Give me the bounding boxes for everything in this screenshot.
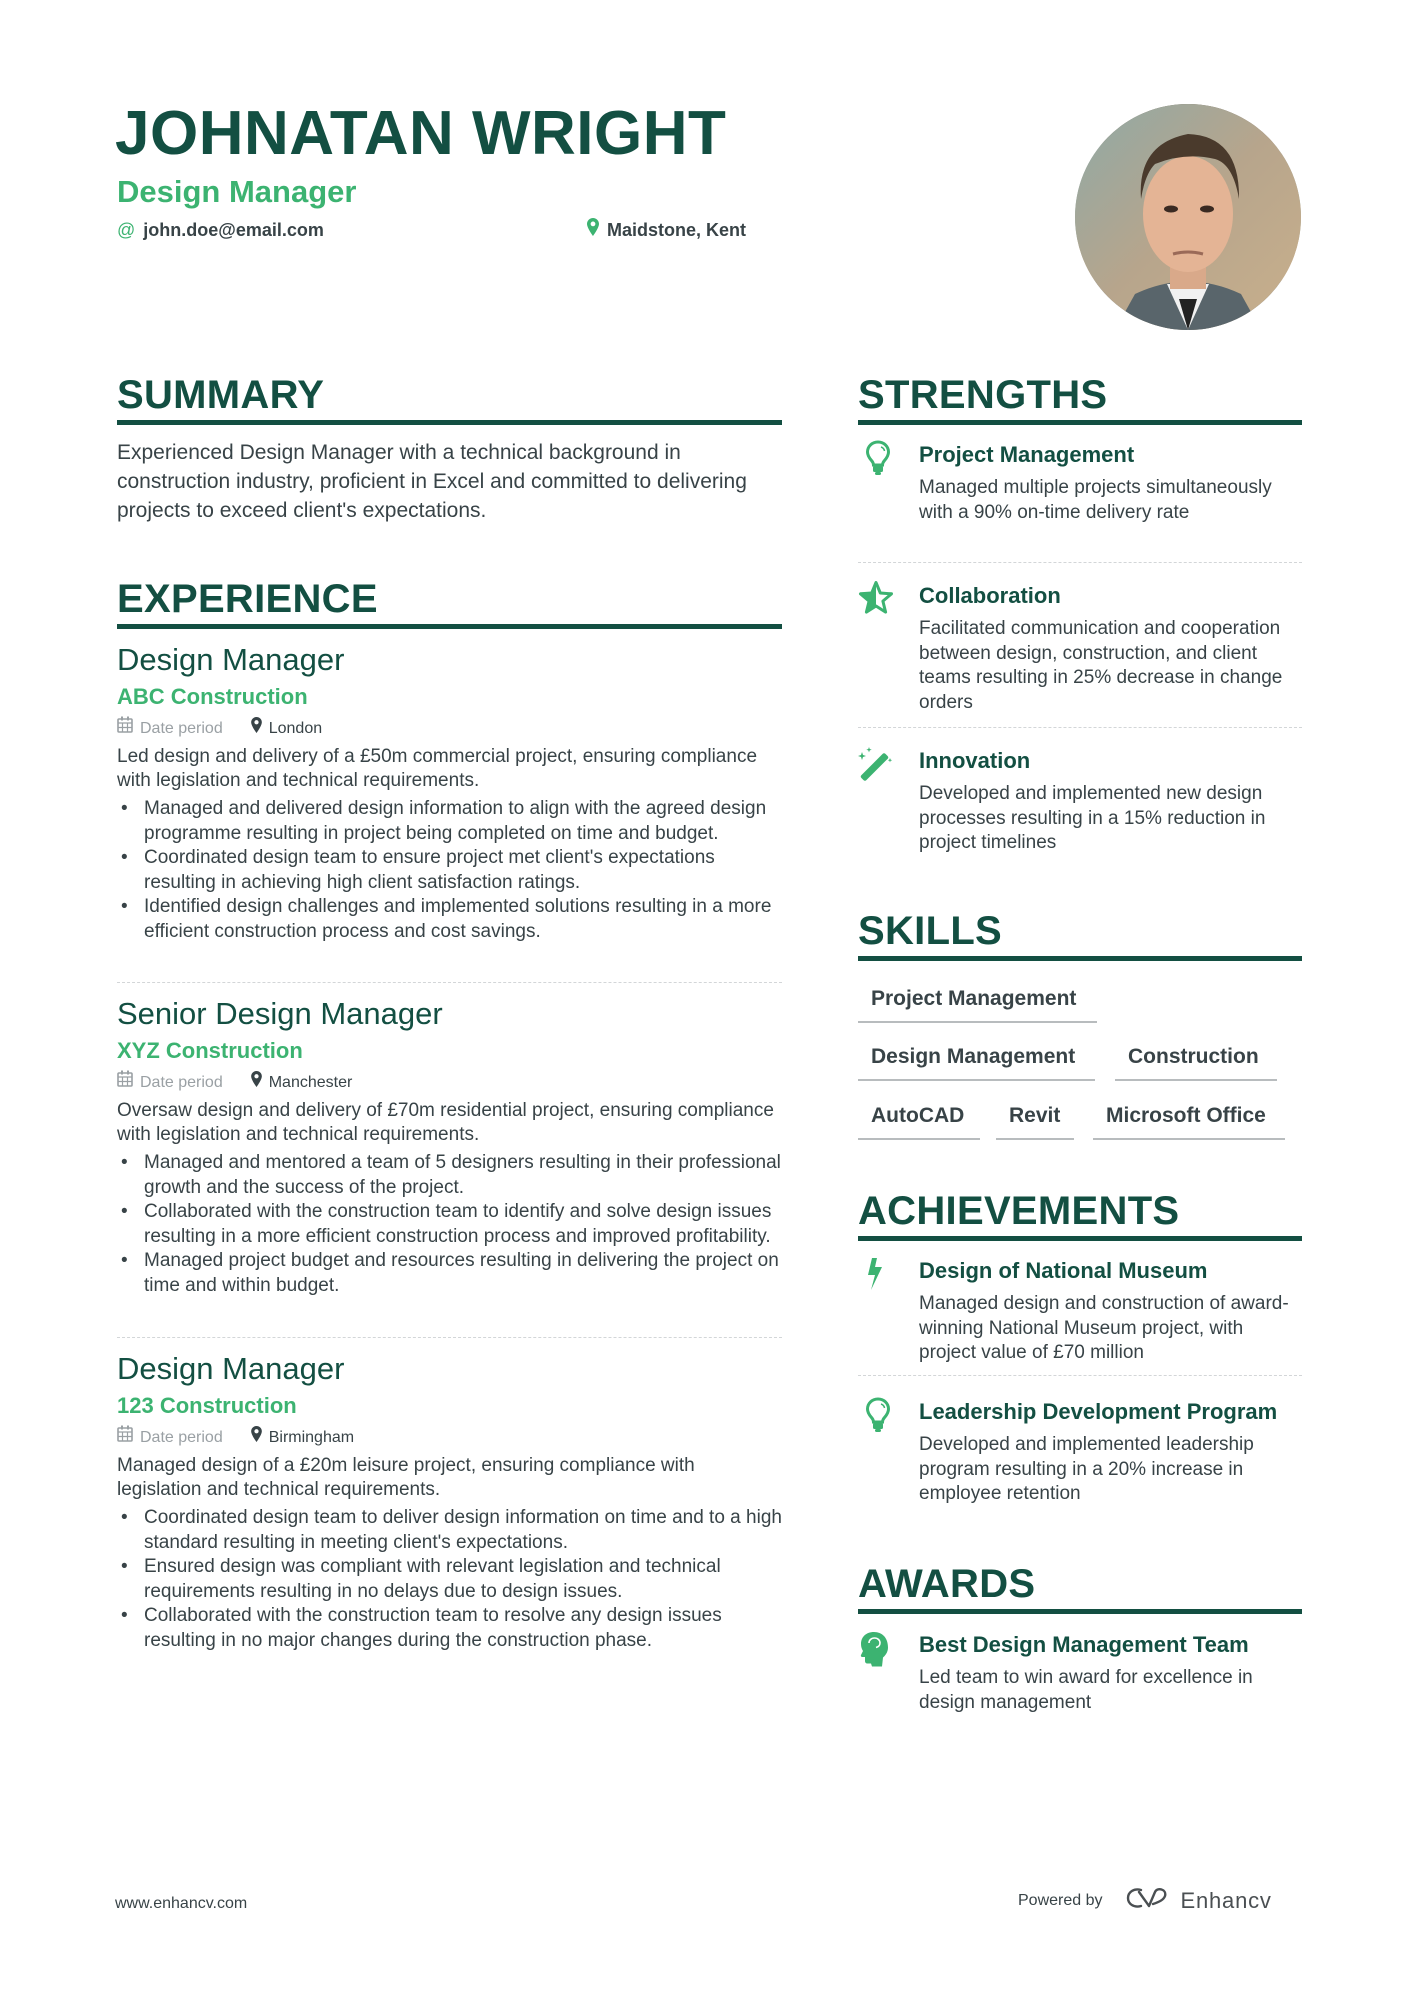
job-date xyxy=(117,716,223,741)
divider xyxy=(858,1375,1302,1376)
achievement-description: Managed design and construction of award-winning National Museum project, with project value of £70 million xyxy=(919,1293,1289,1363)
strengths-heading: STRENGTHS xyxy=(858,373,1108,417)
experience-item xyxy=(117,640,782,944)
skills-heading: SKILLS xyxy=(858,909,1003,953)
job-meta xyxy=(117,1070,782,1095)
job-bullet: • Coordinated design team to ensure project met client's expectations resulting in achieving high client satisfaction ratings. xyxy=(117,846,782,895)
divider xyxy=(858,562,1302,563)
job-location-text: Birmingham xyxy=(268,1428,355,1446)
summary-rule xyxy=(117,420,782,425)
achievement-description: Developed and implemented leadership program resulting in a 20% increase in employee retention xyxy=(919,1434,1254,1504)
job-location xyxy=(251,1426,354,1450)
calendar-icon xyxy=(117,1070,133,1095)
job-bullet: • Coordinated design team to deliver design information on time and to a high standard resulting in meeting client's expectations. xyxy=(117,1506,782,1555)
calendar-icon xyxy=(117,716,133,741)
job-title: Design Manager xyxy=(117,1351,345,1386)
job-date-text: Date period xyxy=(140,1073,223,1091)
enhancv-logo-icon xyxy=(1125,1886,1171,1916)
email-text: john.doe@email.com xyxy=(143,220,324,240)
location-text: Maidstone, Kent xyxy=(607,220,747,240)
awards-heading: AWARDS xyxy=(858,1562,1036,1606)
footer-website-link[interactable]: www.enhancv.com xyxy=(115,1895,248,1912)
award-title: Best Design Management Team xyxy=(919,1632,1249,1657)
achievements-heading: ACHIEVEMENTS xyxy=(858,1189,1180,1233)
job-location xyxy=(251,1071,353,1095)
job-bullets xyxy=(117,1506,782,1653)
map-pin-icon xyxy=(251,1426,262,1450)
strength-title: Innovation xyxy=(919,748,1031,773)
lightbulb-icon xyxy=(858,1397,894,1433)
job-bullet: • Identified design challenges and implemented solutions resulting in a more efficient construction process and cost savings. xyxy=(117,895,782,944)
job-bullet: • Ensured design was compliant with relevant legislation and technical requirements resulting in no delays due to design issues. xyxy=(117,1555,782,1604)
achievement-title: Design of National Museum xyxy=(919,1258,1208,1283)
job-title: Design Manager xyxy=(117,642,345,677)
strength-description: Developed and implemented new design processes resulting in a 15% reduction in project timelines xyxy=(919,783,1266,853)
job-bullet: • Managed project budget and resources resulting in delivering the project on time and within budget. xyxy=(117,1249,782,1298)
contact-email[interactable] xyxy=(117,218,324,242)
skill-tag: Microsoft Office xyxy=(1093,1102,1285,1140)
achievement-item xyxy=(858,1397,1302,1507)
job-meta xyxy=(117,716,782,741)
star-icon xyxy=(858,581,894,617)
experience-item xyxy=(117,1349,782,1653)
job-description: Oversaw design and delivery of £70m residential project, ensuring compliance with legislation and technical requirements. xyxy=(117,1100,774,1145)
summary-text: Experienced Design Manager with a technical background in construction industry, proficient in Excel and committed to delivering projects to exceed client's expectations. xyxy=(117,441,747,522)
awards-rule xyxy=(858,1609,1302,1614)
job-date xyxy=(117,1070,223,1095)
job-bullet: • Collaborated with the construction team to identify and solve design issues resulting in a more efficient construction process and improved profitability. xyxy=(117,1200,782,1249)
job-company: XYZ Construction xyxy=(117,1038,303,1063)
skill-tag: Revit xyxy=(996,1102,1074,1140)
strength-description: Facilitated communication and cooperation between design, construction, and client teams resulting in 25% decrease in change orders xyxy=(919,618,1283,713)
summary-heading: SUMMARY xyxy=(117,373,325,417)
award-item xyxy=(858,1630,1302,1715)
skill-tag: Construction xyxy=(1115,1043,1277,1081)
achievements-rule xyxy=(858,1236,1302,1241)
skills-rule xyxy=(858,956,1302,961)
job-bullets xyxy=(117,1151,782,1298)
strength-title: Project Management xyxy=(919,442,1135,467)
divider xyxy=(117,1337,782,1338)
job-company: ABC Construction xyxy=(117,684,308,709)
brain-head-icon xyxy=(858,1630,894,1666)
magic-wand-icon xyxy=(858,746,894,782)
job-company: 123 Construction xyxy=(117,1393,297,1418)
strength-item xyxy=(858,440,1302,525)
divider xyxy=(117,982,782,983)
job-date xyxy=(117,1425,223,1450)
job-bullets xyxy=(117,797,782,944)
job-meta xyxy=(117,1425,782,1450)
map-pin-icon xyxy=(251,717,262,741)
map-pin-icon xyxy=(587,218,599,242)
candidate-role: Design Manager xyxy=(117,174,357,209)
achievement-title: Leadership Development Program xyxy=(919,1399,1278,1424)
achievement-item xyxy=(858,1256,1302,1366)
strength-title: Collaboration xyxy=(919,583,1061,608)
experience-item xyxy=(117,994,782,1298)
calendar-icon xyxy=(117,1425,133,1450)
at-icon: @ xyxy=(117,220,136,240)
lightning-bolt-icon xyxy=(858,1256,894,1292)
job-bullet: • Managed and delivered design information to align with the agreed design programme resulting in project being completed on time and budget. xyxy=(117,797,782,846)
experience-heading: EXPERIENCE xyxy=(117,577,378,621)
brand-name: Enhancv xyxy=(1180,1888,1272,1913)
profile-photo xyxy=(1075,104,1301,330)
strength-description: Managed multiple projects simultaneously with a 90% on-time delivery rate xyxy=(919,477,1272,523)
job-location-text: London xyxy=(268,719,323,737)
job-location-text: Manchester xyxy=(268,1073,353,1091)
brand-logo[interactable] xyxy=(1125,1886,1272,1916)
footer-branding xyxy=(1018,1886,1272,1916)
job-description: Managed design of a £20m leisure project, ensuring compliance with legislation and technical requirements. xyxy=(117,1455,695,1500)
skill-tag: Design Management xyxy=(858,1043,1095,1081)
job-bullet: • Managed and mentored a team of 5 designers resulting in their professional growth and the success of the project. xyxy=(117,1151,782,1200)
portrait-icon xyxy=(1075,104,1301,330)
skill-tag: AutoCAD xyxy=(858,1102,980,1140)
experience-rule xyxy=(117,624,782,629)
divider xyxy=(858,727,1302,728)
job-description: Led design and delivery of a £50m commercial project, ensuring compliance with legislation and technical requirements. xyxy=(117,746,758,791)
strengths-rule xyxy=(858,420,1302,425)
contact-location xyxy=(587,218,746,242)
strength-item xyxy=(858,746,1302,856)
award-description: Led team to win award for excellence in design management xyxy=(919,1667,1253,1713)
strength-item xyxy=(858,581,1302,715)
skill-tag: Project Management xyxy=(858,985,1097,1023)
job-date-text: Date period xyxy=(140,719,223,737)
job-bullet: • Collaborated with the construction team to resolve any design issues resulting in no major changes during the construction phase. xyxy=(117,1604,782,1653)
lightbulb-icon xyxy=(858,440,894,476)
candidate-name: JOHNATAN WRIGHT xyxy=(115,99,727,168)
powered-by-text: Powered by xyxy=(1018,1892,1103,1909)
job-date-text: Date period xyxy=(140,1428,223,1446)
job-location xyxy=(251,717,322,741)
job-title: Senior Design Manager xyxy=(117,996,443,1031)
map-pin-icon xyxy=(251,1071,262,1095)
